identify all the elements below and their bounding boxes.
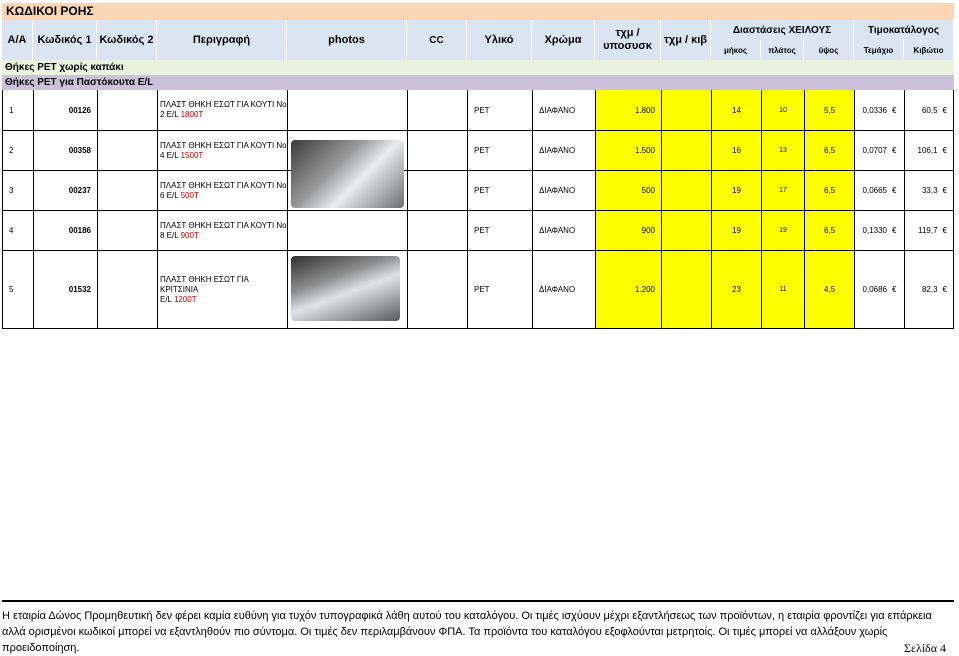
cell-code2 — [97, 171, 157, 211]
cell-length: 23 — [711, 251, 761, 329]
header-photos: photos — [287, 20, 407, 60]
price-box-value: 33,3 — [921, 186, 938, 195]
description-pack-code: 1800T — [180, 110, 204, 119]
euro-symbol: € — [892, 186, 897, 195]
cell-code2 — [97, 131, 157, 171]
cell-cc — [407, 211, 467, 251]
cell-description — [157, 251, 287, 329]
header-pcs-box: τχμ / κιβ — [661, 20, 711, 60]
cell-aa: 5 — [2, 251, 33, 329]
cell-material: PET — [467, 251, 532, 329]
cell-description — [157, 90, 287, 131]
price-box-value: 119,7 — [918, 226, 938, 235]
price-box-value: 106,1 — [917, 146, 938, 155]
cell-price-piece — [854, 131, 904, 171]
cell-code: 00358 — [33, 131, 97, 171]
header-dims-group: Διαστάσεις ΧΕΙΛΟΥΣ — [711, 20, 854, 40]
cell-price-piece — [854, 251, 904, 329]
header-code2: Κωδικός 2 — [97, 20, 157, 60]
cell-description — [157, 211, 287, 251]
cell-description — [157, 131, 287, 171]
cell-length: 14 — [711, 90, 761, 131]
cell-price-box — [904, 251, 954, 329]
euro-symbol: € — [892, 146, 897, 155]
cell-description — [157, 171, 287, 211]
table-row — [2, 131, 954, 171]
cell-length: 16 — [711, 131, 761, 171]
cell-height: 4,5 — [804, 251, 854, 329]
table-row — [2, 211, 954, 251]
cell-height: 6,5 — [804, 211, 854, 251]
header-price-piece: Τεμάχιο — [854, 40, 904, 60]
cell-cc — [407, 251, 467, 329]
header-price-group: Τιμοκατάλογος — [854, 20, 954, 40]
cell-pcs-box: 1.800 — [595, 90, 661, 131]
header-cc: CC — [407, 20, 467, 60]
cell-pcs-box-2 — [661, 171, 711, 211]
header-height: ύψος — [804, 40, 854, 60]
cell-color: ΔΙΑΦΑΝΟ — [532, 131, 595, 171]
table-row — [2, 171, 954, 211]
cell-color: ΔΙΑΦΑΝΟ — [532, 171, 595, 211]
cell-aa: 2 — [2, 131, 33, 171]
product-photo-breadstick-tray — [291, 256, 400, 321]
cell-code: 00126 — [33, 90, 97, 131]
category-row-2: Θήκες PET για Παστόκουτα E/L — [2, 75, 954, 90]
table-row — [2, 90, 954, 131]
euro-symbol: € — [942, 186, 947, 195]
cell-pcs-box-2 — [661, 90, 711, 131]
description-line-1: ΠΛΑΣΤ ΘΗΚΗ ΕΣΩΤ ΓΙΑ ΚΟΥΤΙ Νο — [160, 220, 287, 230]
description-pack-code: 500T — [180, 190, 199, 200]
price-piece-value: 0,0707 — [862, 146, 887, 155]
header-description: Περιγραφή — [157, 20, 287, 60]
euro-symbol: € — [892, 285, 897, 294]
cell-material: PET — [467, 90, 532, 131]
cell-photo — [287, 90, 407, 131]
description-line-2 — [160, 151, 203, 161]
header-aa: Α/Α — [2, 20, 33, 60]
cell-material: PET — [467, 131, 532, 171]
page-title: ΚΩΔΙΚΟΙ ΡΟΗΣ — [2, 3, 954, 20]
cell-price-box — [904, 171, 954, 211]
price-piece-value: 0,0686 — [862, 285, 887, 294]
header-code1: Κωδικός 1 — [33, 20, 97, 60]
header-width: πλάτος — [761, 40, 804, 60]
page-number: Σελίδα 4 — [903, 641, 946, 655]
cell-pcs-box-2 — [661, 131, 711, 171]
cell-color: ΔΙΑΦΑΝΟ — [532, 251, 595, 329]
cell-width: 11 — [761, 251, 804, 329]
price-piece-value: 0,0336 — [862, 105, 887, 115]
cell-pcs-box: 500 — [595, 171, 661, 211]
cell-width: 10 — [761, 90, 804, 131]
cell-length: 19 — [711, 211, 761, 251]
cell-price-box — [904, 211, 954, 251]
cell-material: PET — [467, 211, 532, 251]
cell-pcs-box-2 — [661, 251, 711, 329]
header-material: Υλικό — [467, 20, 532, 60]
cell-pcs-box: 900 — [595, 211, 661, 251]
price-piece-value: 0,0665 — [862, 186, 887, 195]
cell-price-piece — [854, 211, 904, 251]
cell-code: 00186 — [33, 211, 97, 251]
description-line-2 — [160, 295, 197, 305]
cell-cc — [407, 171, 467, 211]
cell-code: 01532 — [33, 251, 97, 329]
euro-symbol: € — [892, 226, 897, 235]
cell-color: ΔΙΑΦΑΝΟ — [532, 90, 595, 131]
cell-aa: 4 — [2, 211, 33, 251]
cell-pcs-box: 1.200 — [595, 251, 661, 329]
product-photo-trays — [291, 140, 404, 208]
cell-price-piece — [854, 171, 904, 211]
cell-aa: 3 — [2, 171, 33, 211]
description-size: 8 E/L — [160, 230, 181, 240]
description-size: 6 E/L — [160, 190, 181, 200]
cell-cc — [407, 90, 467, 131]
price-piece-value: 0,1330 — [862, 226, 887, 235]
category-row-1: Θήκες PET χωρίς καπάκι — [2, 60, 954, 75]
cell-width: 17 — [761, 171, 804, 211]
cell-price-box — [904, 131, 954, 171]
cell-width: 19 — [761, 211, 804, 251]
description-size: 4 E/L — [160, 150, 181, 160]
euro-symbol: € — [942, 226, 947, 235]
cell-length: 19 — [711, 171, 761, 211]
cell-pcs-box: 1.500 — [595, 131, 661, 171]
euro-symbol: € — [942, 285, 947, 294]
price-box-value: 60,5 — [921, 105, 938, 115]
description-line-1: ΠΛΑΣΤ ΘΗΚΗ ΕΣΩΤ ΓΙΑ ΚΟΥΤΙ Νο — [160, 100, 287, 109]
cell-aa: 1 — [2, 90, 33, 131]
cell-color: ΔΙΑΦΑΝΟ — [532, 211, 595, 251]
description-size: 2 E/L — [160, 110, 181, 119]
footer-disclaimer — [2, 600, 954, 656]
cell-height: 6,5 — [804, 131, 854, 171]
cell-material: PET — [467, 171, 532, 211]
cell-height: 5,5 — [804, 90, 854, 131]
description-line-2 — [160, 191, 199, 201]
cell-height: 6,5 — [804, 171, 854, 211]
description-pack-code: 1200T — [173, 294, 197, 304]
description-line-1: ΠΛΑΣΤ ΘΗΚΗ ΕΣΩΤ ΓΙΑ ΚΟΥΤΙ Νο — [160, 180, 287, 190]
header-price-box: Κιβώτιο — [904, 40, 954, 60]
cell-photo — [287, 211, 407, 251]
price-box-value: 82,3 — [921, 285, 938, 294]
description-size: E/L — [160, 294, 174, 304]
cell-code2 — [97, 251, 157, 329]
cell-price-piece — [854, 90, 904, 131]
cell-code: 00237 — [33, 171, 97, 211]
cell-width: 13 — [761, 131, 804, 171]
table-row — [2, 251, 954, 329]
header-pcs-pack: τχμ / υποσυσκ — [595, 20, 661, 60]
header-color: Χρώμα — [532, 20, 595, 60]
cell-code2 — [97, 90, 157, 131]
description-line-2 — [160, 231, 199, 241]
description-pack-code: 1500T — [180, 150, 204, 160]
cell-code2 — [97, 211, 157, 251]
cell-pcs-box-2 — [661, 211, 711, 251]
description-line-1: ΠΛΑΣΤ ΘΗΚΗ ΕΣΩΤ ΓΙΑ ΚΡΙΤΣΙΝΙΑ — [160, 274, 249, 294]
euro-symbol: € — [892, 105, 897, 115]
euro-symbol: € — [942, 105, 947, 115]
description-line-1: ΠΛΑΣΤ ΘΗΚΗ ΕΣΩΤ ΓΙΑ ΚΟΥΤΙ Νο — [160, 140, 287, 150]
euro-symbol: € — [942, 146, 947, 155]
cell-cc — [407, 131, 467, 171]
footer-text: Η εταιρία Δώνος Προμηθευτική δεν φέρει καμία ευθύνη για τυχόν τυπογραφικά λάθη αυτού του καταλόγου. Οι τιμές ισχύουν μέχρι εξαντλήσεως των προϊόντων, η εταιρία φροντίζει για επάρκεια αλλά ορισμένοι κωδικοί μπορεί να εξαντληθούν πιο σύντομα. Οι τιμές δεν περιλαμβάνουν ΦΠΑ. Τα προϊόντα του καταλόγου εξοφλούνται μετρητοίς. Οι τιμές μπορεί να αλλάξουν χωρίς προειδοποίηση. — [2, 610, 932, 654]
cell-price-box — [904, 90, 954, 131]
description-line-2 — [160, 110, 203, 120]
header-length: μήκος — [711, 40, 761, 60]
description-pack-code: 900T — [180, 230, 199, 240]
